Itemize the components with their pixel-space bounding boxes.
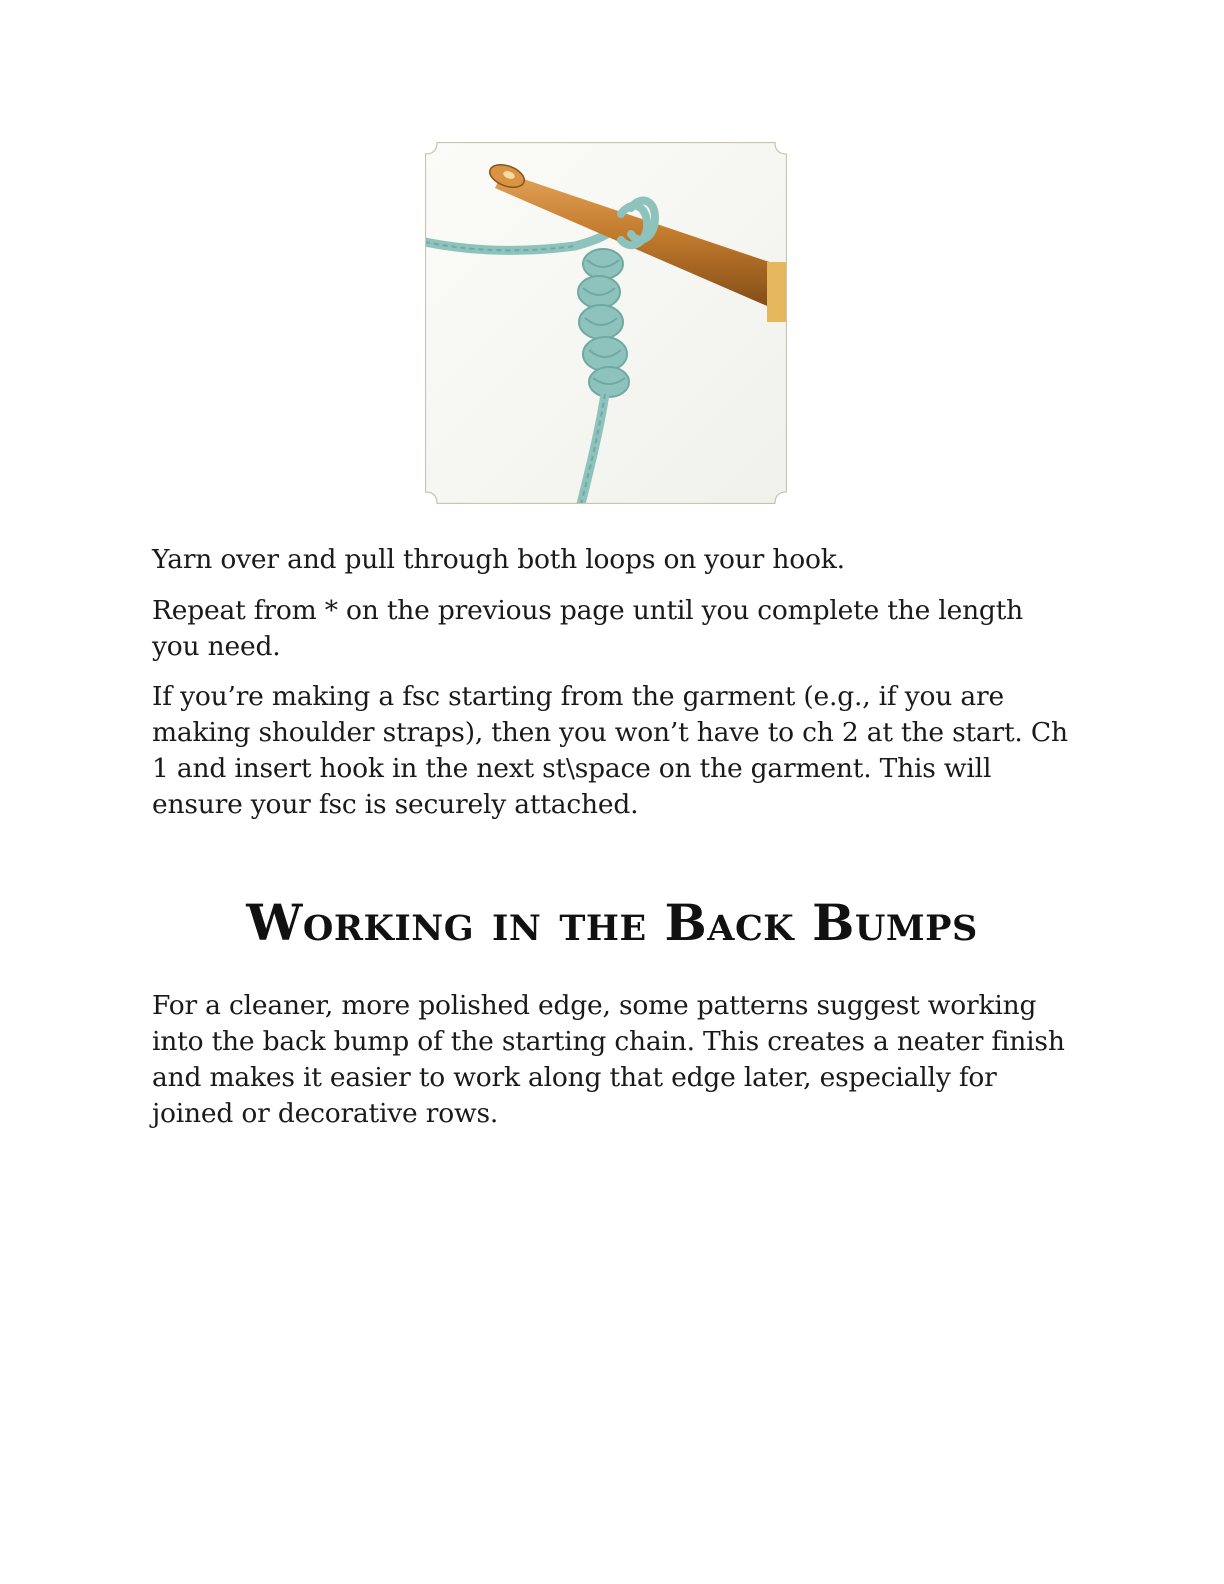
- paragraph-back-bumps: For a cleaner, more polished edge, some patterns suggest working into the back bump of the starting chain. This creates a neater finish and makes it easier to work along that edge later, especially for joined or decorative rows.: [152, 990, 1065, 1129]
- crochet-hook-photo: [425, 142, 787, 504]
- section-heading: Working in the Back Bumps: [246, 893, 978, 952]
- paragraph-step-yarn-over: Yarn over and pull through both loops on your hook.: [152, 544, 845, 575]
- paragraph-fsc-from-garment: If you’re making a fsc starting from the garment (e.g., if you are making shoulder straps), then you won’t have to ch 2 at the start. Ch 1 and insert hook in the next st\space on the garment. This will ensure your fsc is securely attached.: [152, 681, 1068, 820]
- paragraph-repeat-step: Repeat from * on the previous page until you complete the length you need.: [152, 595, 1024, 662]
